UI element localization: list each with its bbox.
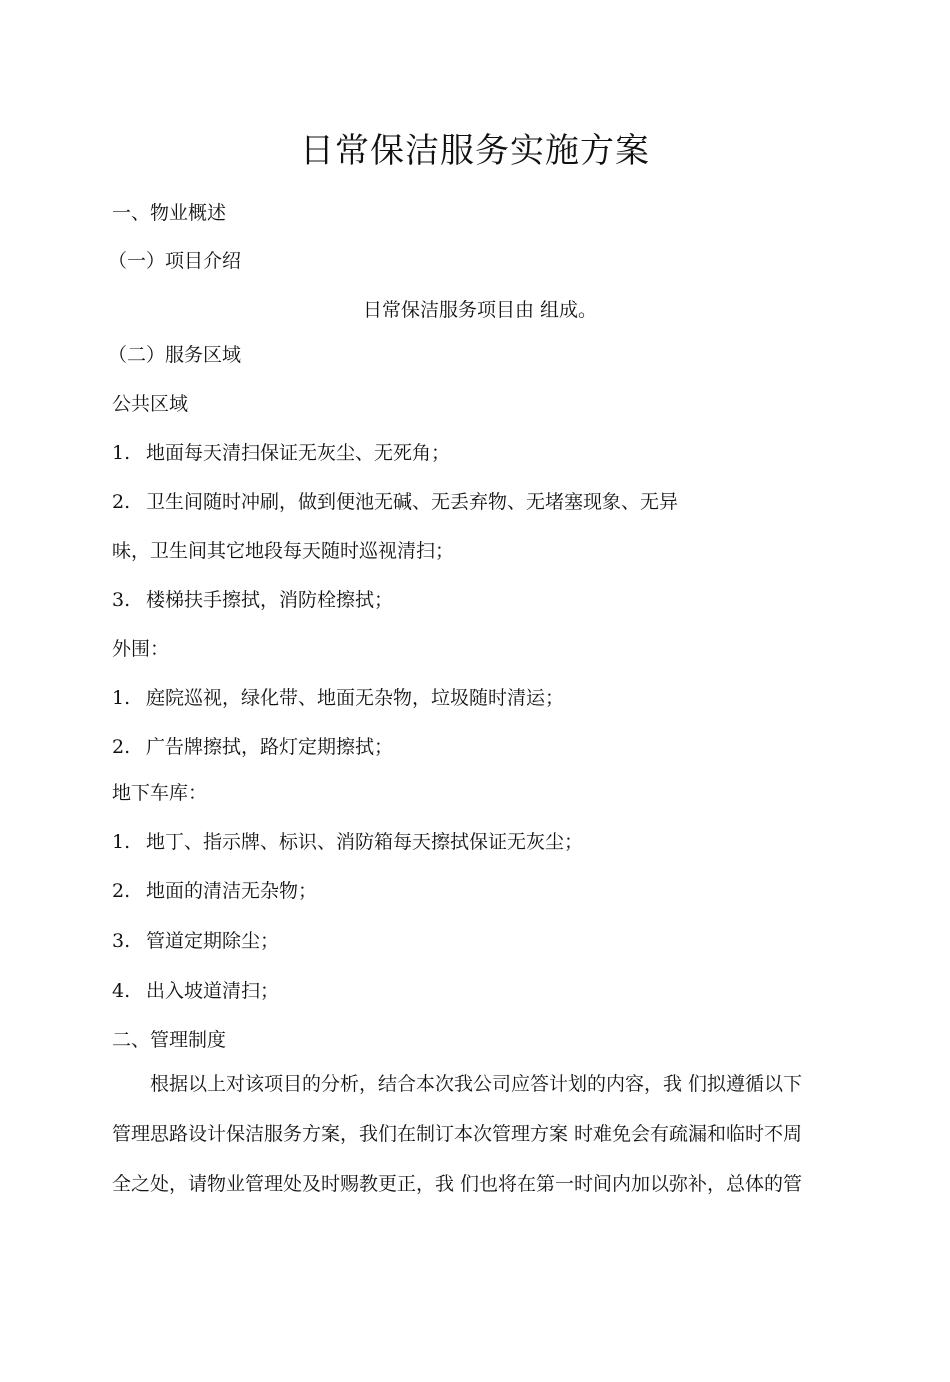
project-intro-text: 日常保洁服务项目由 组成。 — [362, 299, 598, 321]
list-item — [112, 878, 317, 904]
subsection-heading-service-area: （二）服务区域 — [108, 344, 242, 366]
list-item-number: 1. — [112, 831, 131, 853]
list-item — [112, 978, 279, 1004]
list-item-number: 2. — [112, 491, 131, 513]
paragraph-line: 根据以上对该项目的分析，结合本次我公司应答计划的内容，我 们拟遵循以下 — [112, 1073, 803, 1095]
list-item-text: 地丁、指示牌、标识、消防箱每天擦拭保证无灰尘； — [146, 831, 584, 853]
list-item — [112, 440, 450, 466]
list-item — [112, 829, 583, 855]
list-item-text: 楼梯扶手擦拭，消防栓擦拭； — [146, 589, 394, 611]
section-heading-property-overview: 一、物业概述 — [112, 202, 227, 224]
list-item-number: 1. — [112, 687, 131, 709]
subsection-heading-project-intro: （一）项目介绍 — [108, 250, 242, 272]
list-item-number: 3. — [112, 930, 131, 952]
list-item — [112, 489, 678, 515]
list-item — [112, 685, 564, 711]
list-item-continuation: 味，卫生间其它地段每天随时巡视清扫； — [112, 540, 455, 562]
list-item-text: 出入坡道清扫； — [146, 980, 280, 1002]
document-title: 日常保洁服务实施方案 — [300, 131, 650, 171]
list-item-number: 3. — [112, 589, 131, 611]
section-heading-management-system: 二、管理制度 — [112, 1029, 227, 1051]
list-item-number: 2. — [112, 880, 131, 902]
list-item-text: 庭院巡视，绿化带、地面无杂物，垃圾随时清运； — [146, 687, 565, 709]
list-item-text: 管道定期除尘； — [146, 930, 280, 952]
list-item — [112, 734, 393, 760]
paragraph-line: 全之处，请物业管理处及时赐教更正，我 们也将在第一时间内加以弥补，总体的管 — [112, 1173, 803, 1195]
list-item-text: 卫生间随时冲刷，做到便池无碱、无丢弃物、无堵塞现象、无异 — [146, 491, 679, 513]
list-item-text: 地面的清洁无杂物； — [146, 880, 318, 902]
list-item-number: 1. — [112, 442, 131, 464]
area-heading-garage: 地下车库： — [112, 782, 208, 804]
list-item — [112, 928, 279, 954]
list-item — [112, 587, 393, 613]
list-item-text: 广告牌擦拭，路灯定期擦拭； — [146, 736, 394, 758]
list-item-text: 地面每天清扫保证无灰尘、无死角； — [146, 442, 451, 464]
paragraph-line: 管理思路设计保洁服务方案，我们在制订本次管理方案 时难免会有疏漏和临时不周 — [112, 1123, 803, 1145]
area-heading-outer: 外围： — [112, 638, 170, 660]
area-heading-public: 公共区域 — [112, 393, 189, 415]
list-item-number: 4. — [112, 980, 131, 1002]
list-item-number: 2. — [112, 736, 131, 758]
